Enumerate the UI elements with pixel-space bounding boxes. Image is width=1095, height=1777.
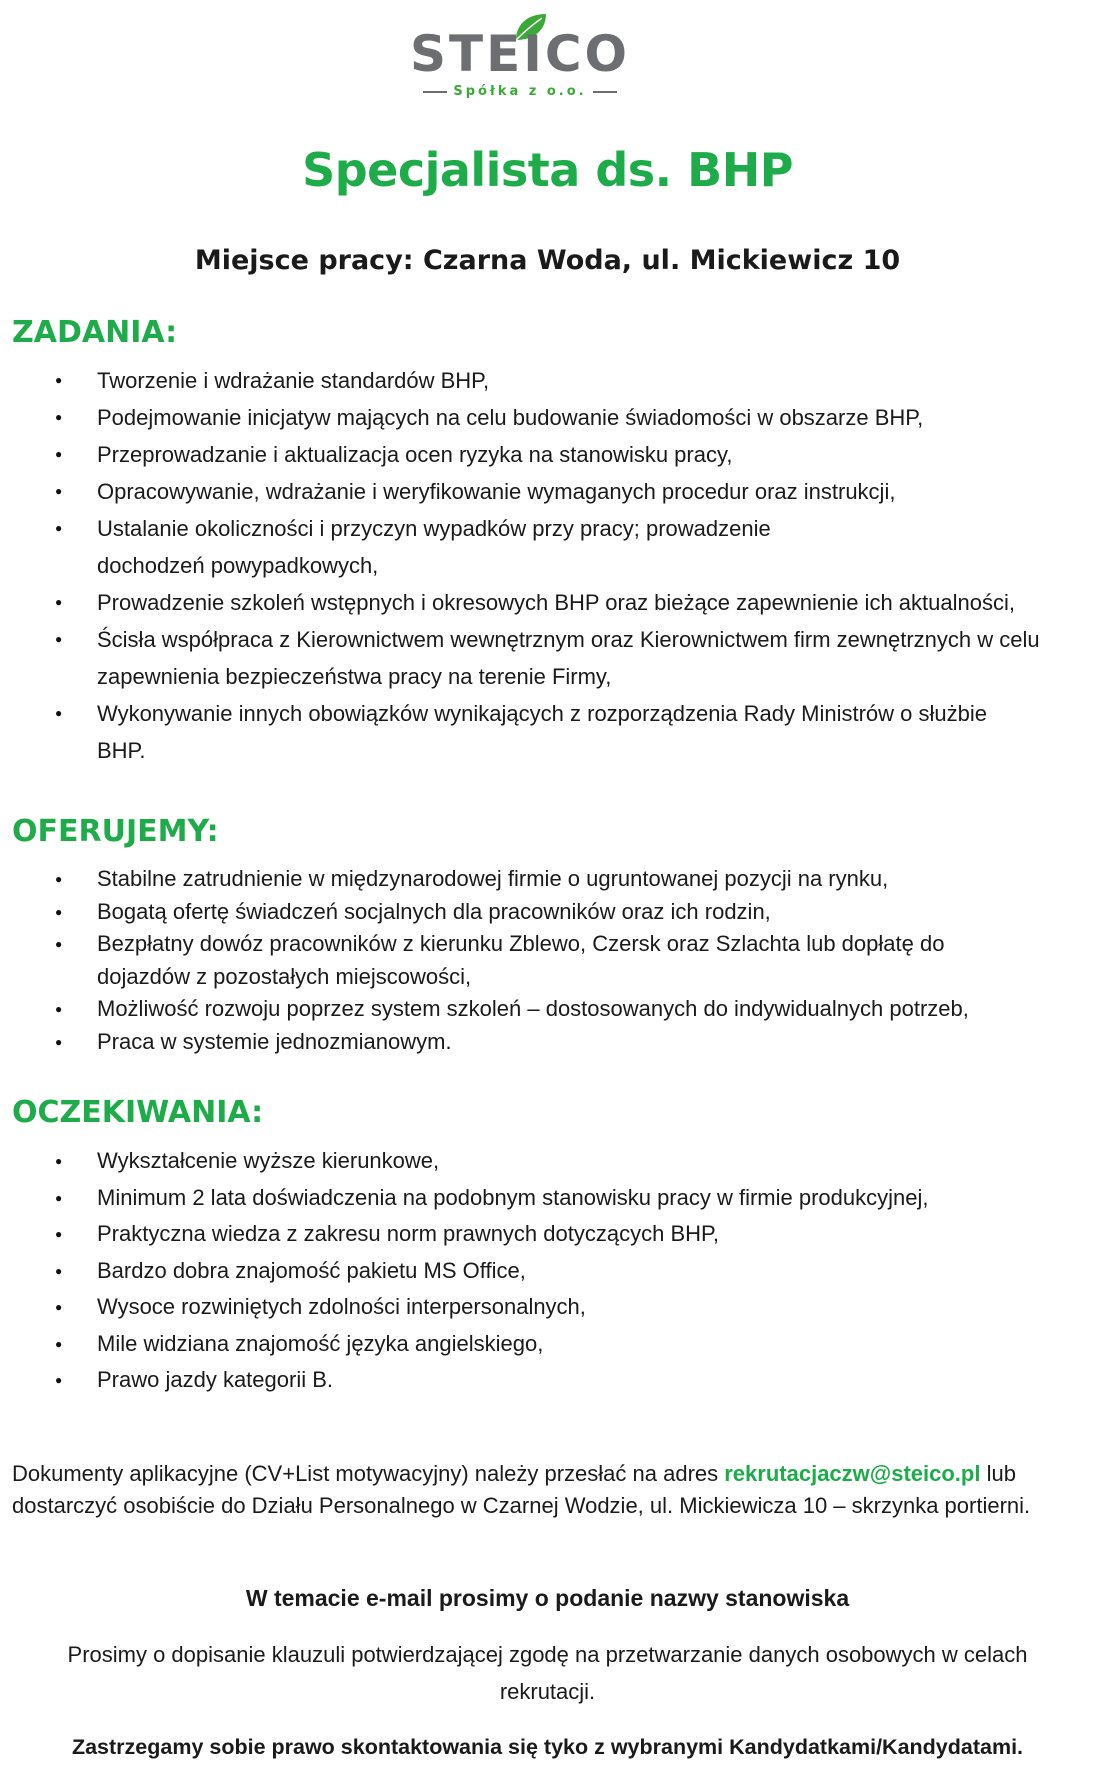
list-oczekiwania xyxy=(0,1143,1080,1399)
apply-text-after: lub dostarczyć osobiście do Działu Personalnego w Czarnej Wodzie, ul. Mickiewicza 10 – skrzynka portierni. xyxy=(12,1461,1031,1518)
section-heading-oczekiwania: OCZEKIWANIA: xyxy=(12,1095,264,1130)
list-item: ● Wykonywanie innych obowiązków wynikających z rozporządzenia Rady Ministrów o służbie BHP. xyxy=(0,695,1080,769)
company-logo xyxy=(405,12,635,99)
list-item: ● Bezpłatny dowóz pracowników z kierunku Zblewo, Czersk oraz Szlachta lub dopłatę do dojazdów z pozostałych miejscowości, xyxy=(0,928,1080,993)
application-instructions xyxy=(12,1458,1072,1522)
logo-dash-right xyxy=(593,91,617,93)
section-heading-zadania: ZADANIA: xyxy=(12,315,178,350)
data-consent-note: Prosimy o dopisanie klauzuli potwierdzającej zgodę na przetwarzanie danych osobowych w celach rekrutacji. xyxy=(67,1642,1028,1704)
list-item: ● Opracowywanie, wdrażanie i weryfikowanie wymaganych procedur oraz instrukcji, xyxy=(0,473,1080,510)
list-item: ● Ustalanie okoliczności i przyczyn wypadków przy pracy; prowadzenie dochodzeń powypadkowych, xyxy=(0,510,1080,584)
apply-text-before: Dokumenty aplikacyjne (CV+List motywacyjny) należy przesłać na adres xyxy=(12,1461,725,1486)
contact-reservation-note: Zastrzegamy sobie prawo skontaktowania się tyko z wybranymi Kandydatkami/Kandydatami. xyxy=(71,1735,1024,1759)
list-item: ● Mile widziana znajomość języka angielskiego, xyxy=(0,1326,1080,1363)
list-item: ● Wysoce rozwiniętych zdolności interpersonalnych, xyxy=(0,1289,1080,1326)
logo-subtitle-row xyxy=(405,84,635,99)
list-item: ● Wykształcenie wyższe kierunkowe, xyxy=(0,1143,1080,1180)
list-zadania xyxy=(0,362,1080,769)
list-item: ● Ścisła współpraca z Kierownictwem wewnętrznym oraz Kierownictwem firm zewnętrznych w celu zapewnienia bezpieczeństwa pracy na terenie Firmy, xyxy=(0,621,1080,695)
list-item: ● Tworzenie i wdrażanie standardów BHP, xyxy=(0,362,1080,399)
list-item: ● Bogatą ofertę świadczeń socjalnych dla pracowników oraz ich rodzin, xyxy=(0,896,1080,929)
section-heading-oferujemy: OFERUJEMY: xyxy=(12,814,219,849)
logo-dash-left xyxy=(423,91,447,93)
list-item: ● Praca w systemie jednozmianowym. xyxy=(0,1026,1080,1059)
logo-subtitle: Spółka z o.o. xyxy=(453,84,587,99)
list-item: ● Praktyczna wiedza z zakresu norm prawnych dotyczących BHP, xyxy=(0,1216,1080,1253)
list-item: ● Możliwość rozwoju poprzez system szkoleń – dostosowanych do indywidualnych potrzeb, xyxy=(0,993,1080,1026)
list-item: ● Przeprowadzanie i aktualizacja ocen ryzyka na stanowisku pracy, xyxy=(0,436,1080,473)
job-title: Specjalista ds. BHP xyxy=(302,143,793,197)
logo-wordmark: STEICO xyxy=(409,25,631,83)
list-item: ● Prowadzenie szkoleń wstępnych i okresowych BHP oraz bieżące zapewnienie ich aktualności, xyxy=(0,584,1080,621)
list-item: ● Podejmowanie inicjatyw mających na celu budowanie świadomości w obszarze BHP, xyxy=(0,399,1080,436)
list-item: ● Minimum 2 lata doświadczenia na podobnym stanowisku pracy w firmie produkcyjnej, xyxy=(0,1180,1080,1217)
list-item: ● Bardzo dobra znajomość pakietu MS Office, xyxy=(0,1253,1080,1290)
contact-email-link[interactable]: rekrutacjaczw@steico.pl xyxy=(724,1461,981,1486)
email-subject-note: W temacie e-mail prosimy o podanie nazwy stanowiska xyxy=(245,1585,850,1611)
list-item: ● Prawo jazdy kategorii B. xyxy=(0,1362,1080,1399)
job-location: Miejsce pracy: Czarna Woda, ul. Mickiewicz 10 xyxy=(194,245,901,276)
list-item: ● Stabilne zatrudnienie w międzynarodowej firmie o ugruntowanej pozycji na rynku, xyxy=(0,863,1080,896)
list-oferujemy xyxy=(0,863,1080,1058)
